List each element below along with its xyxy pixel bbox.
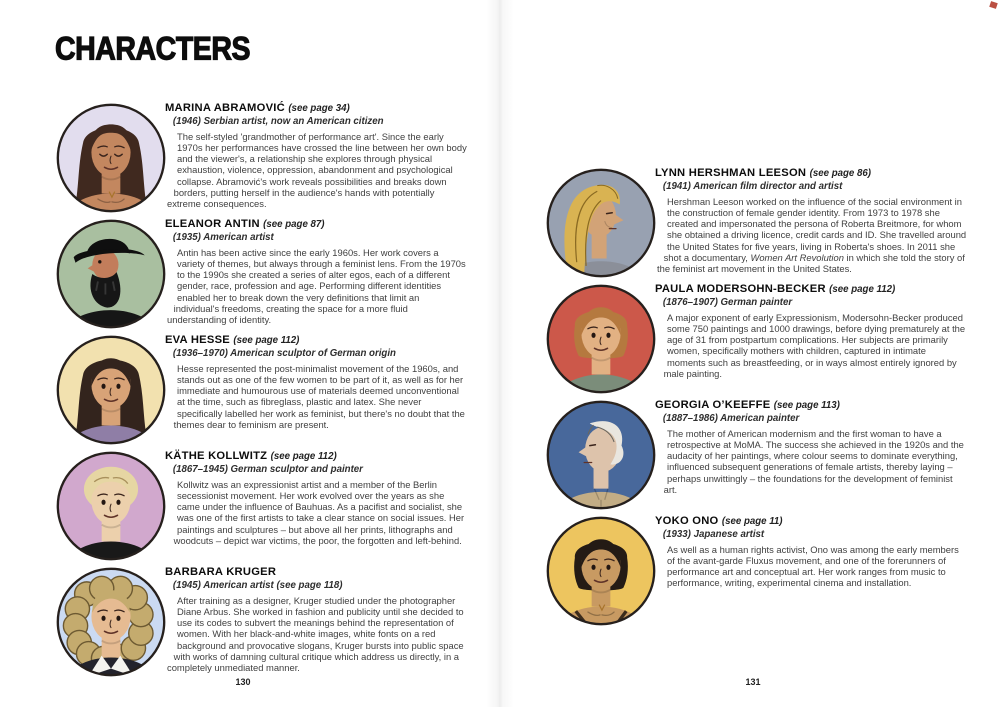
see-page-reference: (see page 11)	[721, 516, 783, 527]
left-page-entries	[55, 98, 467, 680]
portrait-icon	[545, 399, 657, 511]
artist-bio-text: A major exponent of early Expressionism, Modersohn-Becker produced some 750 paintings and 1000 drawings, before dying prematurely at the age of 31 from postpartum complications. Her subjects are primarily women, specifically mothers with children, captured in intimate moments such as breastfeeding, or in ways almost entirely ignored by male painting.	[663, 311, 966, 379]
see-page-reference: (see page 112)	[829, 284, 896, 295]
portrait-eleanor-antin	[55, 218, 167, 330]
left-page-number: 130	[235, 677, 251, 687]
artist-bio-text: The self-styled 'grandmother of performance art'. Since the early 1970s her performances have crossed the line between her own body and the viewer's, a relationship she explores through physical exhaustion, violence, oppression, abandonment and psychological collapse. Abramović's work reveals possibilities and breaks down borders, putting herself in the audience's hands with potentially extreme consequences.	[167, 130, 467, 210]
artist-bio-text: As well as a human rights activist, Ono was among the early members of the avant-garde Fluxus movement, and one of the forerunners of performance art and conceptual art. Her work ranges from music to performance, writing, experimental cinema and installation.	[667, 543, 959, 589]
artist-entry-yoko-ono	[545, 515, 967, 627]
right-page-entries	[545, 163, 967, 629]
artist-dates-nationality: (1933) Japanese artist	[662, 529, 765, 540]
see-page-reference: (see page 112)	[233, 335, 300, 346]
artist-name: KÄTHE KOLLWITZ	[164, 450, 268, 462]
artist-entry-georgia-o-keeffe	[545, 399, 967, 511]
artist-dates-nationality: (1887–1986) American painter	[662, 413, 800, 424]
artist-dates-nationality: (1945) American artist (see page 118)	[172, 580, 343, 591]
artist-name: YOKO ONO	[654, 515, 719, 527]
artist-dates-nationality: (1946) Serbian artist, now an American citizen	[172, 116, 384, 127]
artist-name: EVA HESSE	[164, 334, 230, 346]
artist-entry-marina-abramovi	[55, 102, 467, 214]
artist-entry-k-the-kollwitz	[55, 450, 467, 562]
artist-bio-text: Hesse represented the post-minimalist movement of the 1960s, and stands out as one of the few women to be part of it, as well as for her immediate and humourous use of materials deemed unconventional at the time, such as fibreglass, plastic and latex. She never specifically labelled her work as feminist, but there's no doubt that the themes dear to feminism are present.	[173, 362, 465, 430]
corner-mark	[989, 1, 998, 9]
portrait-eva-hesse	[55, 334, 167, 446]
artist-name: MARINA ABRAMOVIĆ	[164, 102, 285, 114]
artist-dates-nationality: (1935) American artist	[172, 232, 274, 243]
page-gutter-shadow	[486, 0, 514, 707]
artist-name: GEORGIA O’KEEFFE	[654, 399, 771, 411]
right-page-number: 131	[745, 677, 761, 687]
portrait-icon	[545, 167, 657, 279]
artist-name: LYNN HERSHMAN LEESON	[654, 167, 807, 179]
artist-name: PAULA MODERSOHN-BECKER	[654, 283, 826, 295]
portrait-k-the-kollwitz	[55, 450, 167, 562]
artist-dates-nationality: (1941) American film director and artist	[662, 181, 843, 192]
artist-entry-eva-hesse	[55, 334, 467, 446]
see-page-reference: (see page 112)	[270, 451, 337, 462]
artist-bio-text: Hershman Leeson worked on the influence of the social environment in the construction of female gender identity. From 1973 to 1978 she created and impersonated the persona of Roberta Breitmore, for whom she obtained a driving licence, credit cards and ID. She travelled around the United States for five years, living in Roberta's shoes. In 2011 she shot a documentary, Women Art Revolution in which she told the story of the feminist art movement in the United States.	[657, 195, 967, 275]
portrait-paula-modersohn-becker	[545, 283, 657, 395]
artist-bio-text: The mother of American modernism and the first woman to have a retrospective at MoMA. The success she achieved in the 1920s and the audacity of her paintings, where colour seems to dominate everything, influenced subsequent generations of female artists, thereby laying – perhaps unwittingly – the foundations for the development of feminist art.	[663, 427, 964, 495]
portrait-icon	[545, 515, 657, 627]
portrait-icon	[55, 450, 167, 562]
portrait-icon	[545, 283, 657, 395]
see-page-reference: (see page 86)	[809, 168, 871, 179]
artist-dates-nationality: (1936–1970) American sculptor of German origin	[172, 348, 396, 359]
portrait-icon	[55, 334, 167, 446]
portrait-icon	[55, 102, 167, 214]
portrait-georgia-o-keeffe	[545, 399, 657, 511]
artist-entry-eleanor-antin	[55, 218, 467, 330]
artist-bio-text: Antin has been active since the early 1960s. Her work covers a variety of themes, but always through a feminist lens. From the 1970s to the 1990s she created a series of alter egos, each of a different gender, race, profession and age. Performing different identities enabled her to break down the very definitions that limit an individual's freedoms, creating the space for a more fluid understanding of identity.	[167, 246, 466, 326]
artist-dates-nationality: (1876–1907) German painter	[662, 297, 793, 308]
page-title: CHARACTERS	[55, 30, 251, 68]
artist-entry-lynn-hershman-leeson	[545, 167, 967, 279]
portrait-yoko-ono	[545, 515, 657, 627]
see-page-reference: (see page 87)	[263, 219, 325, 230]
artist-name: ELEANOR ANTIN	[164, 218, 260, 230]
artist-dates-nationality: (1867–1945) German sculptor and painter	[172, 464, 363, 475]
artist-entry-barbara-kruger	[55, 566, 467, 678]
see-page-reference: (see page 34)	[288, 103, 350, 114]
portrait-marina-abramovi	[55, 102, 167, 214]
portrait-icon	[55, 218, 167, 330]
artist-name: BARBARA KRUGER	[164, 566, 277, 578]
artist-entry-paula-modersohn-becker	[545, 283, 967, 395]
artist-bio-text: Kollwitz was an expressionist artist and a member of the Berlin secessionist movement. Her work evolved over the years as she came under the influence of Bauhuas. As a pacifist and socialist, she was one of the first artists to take a clear stance on social issues. Her paintings and sculptures – but above all her prints, lithographs and woodcuts – depict war victims, the poor, the forgotten and left-behind.	[173, 478, 465, 546]
see-page-reference: (see page 113)	[773, 400, 840, 411]
portrait-barbara-kruger	[55, 566, 167, 678]
portrait-lynn-hershman-leeson	[545, 167, 657, 279]
artist-bio-text: After training as a designer, Kruger studied under the photographer Diane Arbus. She worked in fashion and publicity until she decided to use its codes to subvert the meanings behind the representation of women. With her black-and-white images, white fonts on a red background and provocative slogans, Kruger bursts into public space with works of damning cultural critique which address us directly, in a completely unmediated manner.	[167, 594, 464, 674]
portrait-icon	[55, 566, 167, 678]
